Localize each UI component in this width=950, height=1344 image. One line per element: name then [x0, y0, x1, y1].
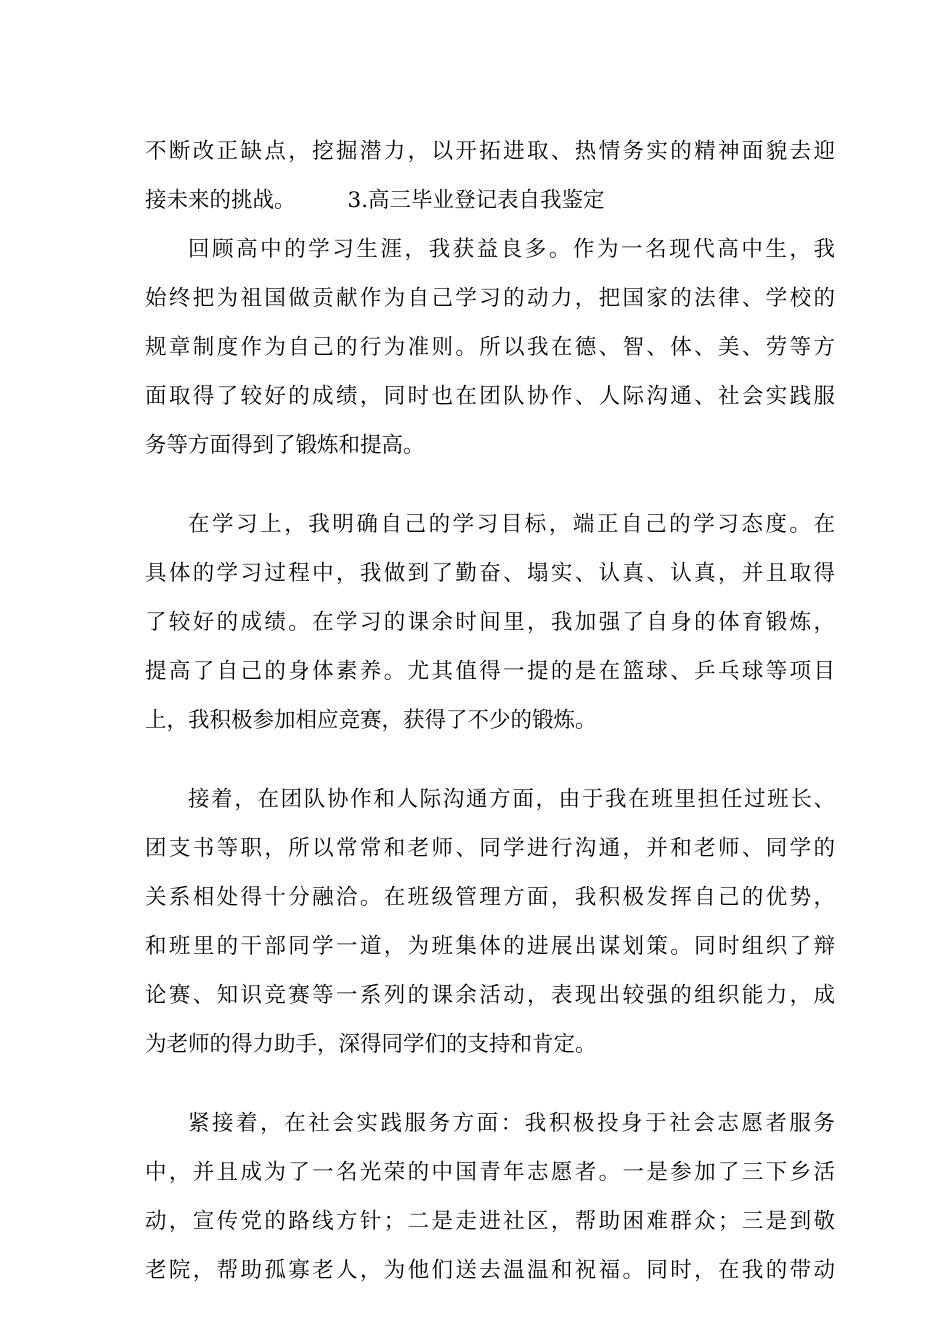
text-line: 团支书等职，所以常常和老师、同学进行沟通，并和老师、同学的 — [145, 836, 835, 861]
text-line: 务等方面得到了锻炼和提高。 — [145, 433, 425, 458]
text-line: 中，并且成为了一名光荣的中国青年志愿者。一是参加了三下乡活 — [145, 1160, 835, 1185]
text-line: 老院，帮助孤寡老人，为他们送去温温和祝福。同时，在我的带动 — [145, 1258, 835, 1283]
text-line: 关系相处得十分融洽。在班级管理方面，我积极发挥自己的优势， — [145, 885, 835, 910]
text-line: 了较好的成绩。在学习的课余时间里，我加强了自身的体育锻炼， — [145, 610, 835, 635]
text-line: 和班里的干部同学一道，为班集体的进展出谋划策。同时组织了辩 — [145, 934, 835, 959]
text-line: 紧接着，在社会实践服务方面：我积极投身于社会志愿者服务 — [188, 1111, 835, 1136]
text-line: 规章制度作为自己的行为准则。所以我在德、智、体、美、劳等方 — [145, 335, 835, 360]
text-line: 具体的学习过程中，我做到了勤奋、塌实、认真、认真，并且取得 — [145, 561, 835, 586]
text-line: 接着，在团队协作和人际沟通方面，由于我在班里担任过班长、 — [188, 787, 835, 812]
text-line: 始终把为祖国做贡献作为自己学习的动力，把国家的法律、学校的 — [145, 286, 835, 311]
text-line: 动，宣传党的路线方针；二是走进社区，帮助困难群众；三是到敬 — [145, 1209, 835, 1234]
text-line: 面取得了较好的成绩，同时也在团队协作、人际沟通、社会实践服 — [145, 384, 835, 409]
text-line — [145, 181, 835, 221]
text-line: 提高了自己的身体素养。尤其值得一提的是在篮球、乒乓球等项目 — [145, 659, 835, 684]
section-heading: 3.高三毕业登记表自我鉴定 — [347, 188, 605, 213]
text-line: 上，我积极参加相应竞赛，获得了不少的锻炼。 — [145, 708, 597, 733]
text-line: 在学习上，我明确自己的学习目标，端正自己的学习态度。在 — [188, 512, 835, 537]
text-line: 为老师的得力助手，深得同学们的支持和肯定。 — [145, 1032, 597, 1057]
text-line: 回顾高中的学习生涯，我获益良多。作为一名现代高中生，我 — [188, 237, 835, 262]
text-line: 不断改正缺点，挖掘潜力，以开拓进取、热情务实的精神面貌去迎 — [145, 139, 835, 164]
text-segment: 接未来的挑战。 — [145, 188, 296, 213]
text-line: 论赛、知识竞赛等一系列的课余活动，表现出较强的组织能力，成 — [145, 983, 835, 1008]
